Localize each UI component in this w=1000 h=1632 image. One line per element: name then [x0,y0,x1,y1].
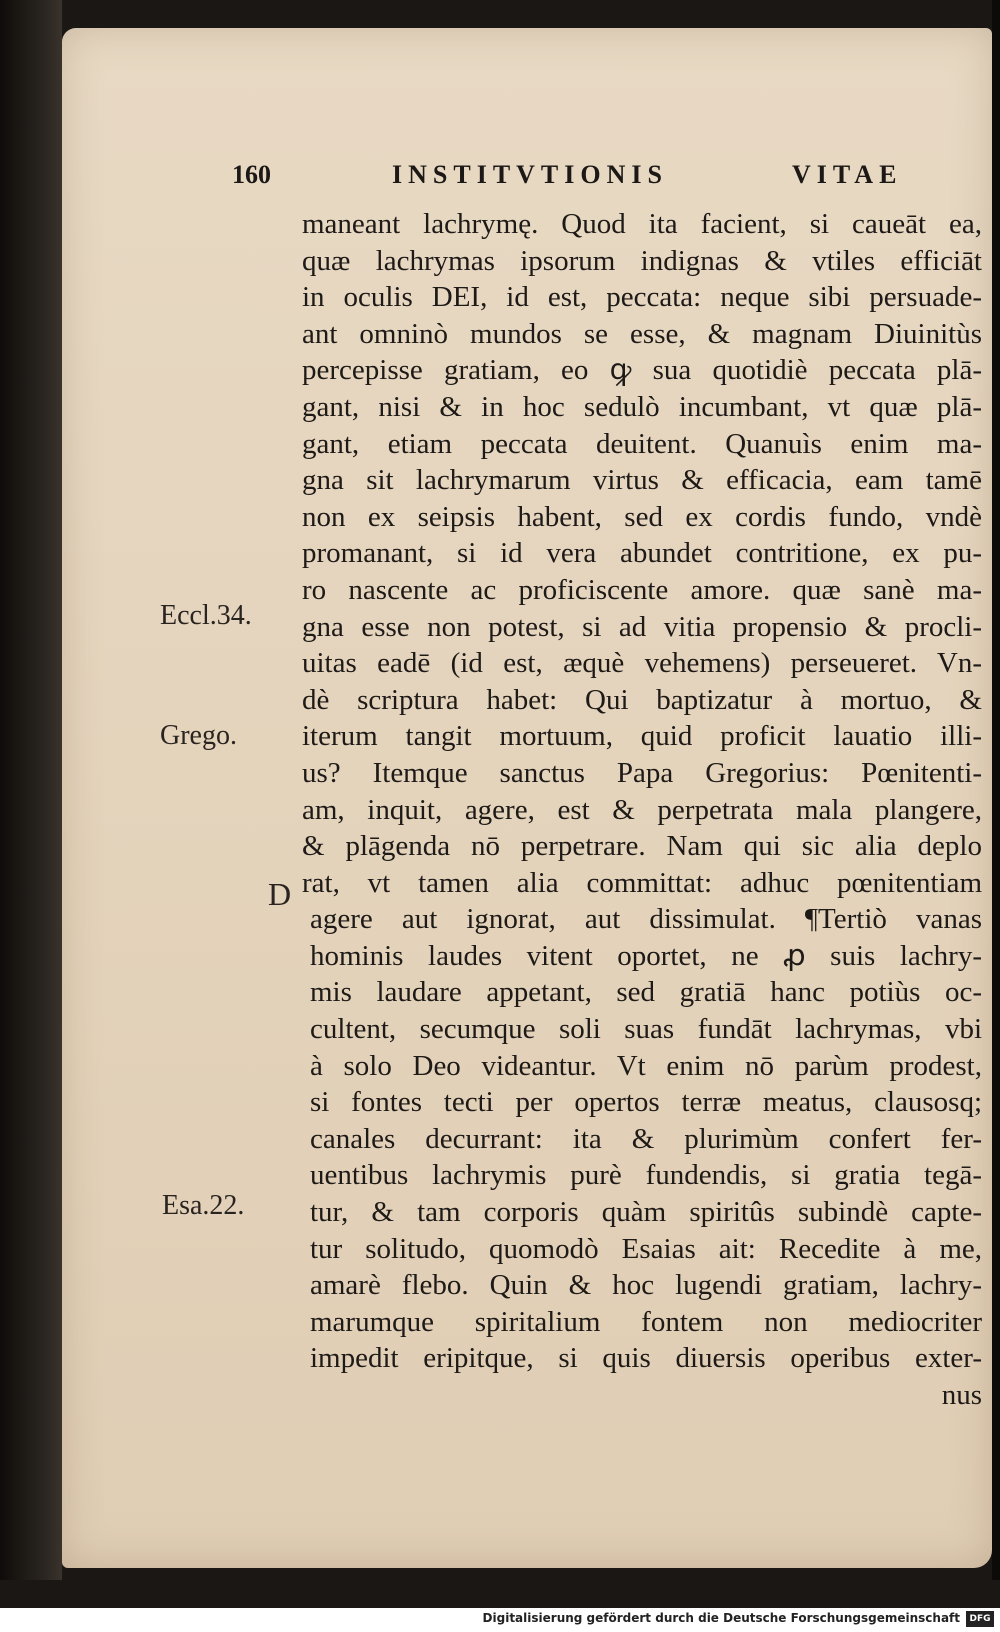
text-line: tur solitudo, quomodò Esaias ait: Recedite à me, [310,1232,982,1265]
text-line: us? Itemque sanctus Papa Gregorius: Pœnitenti- [302,756,982,789]
text-line: ant omninò mundos se esse, & magnam Diuinitùs [302,317,982,350]
text-line: amarè flebo. Quin & hoc lugendi gratiam, lachry- [310,1269,982,1302]
text-line: mis laudare appetant, sed gratiā hanc potiùs oc- [310,976,982,1009]
text-line: tur, & tam corporis quàm spiritûs subindè capte- [310,1196,982,1229]
text-line: cultent, secumque soli suas fundāt lachrymas, vbi [310,1013,982,1046]
text-line: si fontes tecti per opertos terræ meatus, clausosq; [310,1086,982,1119]
text-line: & plāgenda nō perpetrare. Nam qui sic alia deplo [302,830,982,863]
text-line: ro nascente ac proficiscente amore. quæ sanè ma- [302,573,982,606]
digitization-credit: Digitalisierung gefördert durch die Deutsche Forschungsgemeinschaft [482,1611,960,1625]
text-line: gant, nisi & in hoc sedulò incumbant, vt quæ plā- [302,390,982,423]
dfg-logo: DFG [966,1611,994,1627]
running-head [232,160,912,200]
text-line: promanant, si id vera abundet contritione, ex pu- [302,537,982,570]
text-line: in oculis DEI, id est, peccata: neque sibi persuade- [302,281,982,314]
text-line: uentibus lachrymis purè fundendis, si gratia tegā- [310,1159,982,1192]
body-text [302,206,982,1414]
text-line: am, inquit, agere, est & perpetrata mala plangere, [302,793,982,826]
running-title-part-2: VITAE [792,160,903,189]
text-line: impedit eripitque, si quis diuersis operibus exter- [310,1342,982,1375]
text-line: nus [941,1379,982,1411]
text-line: percepisse gratiam, eo ꝙ sua quotidiè peccata plā- [302,354,982,387]
scan-edge-right [992,0,1000,1580]
text-line: non ex seipsis habent, sed ex cordis fundo, vndè [302,500,982,533]
text-line: dè scriptura habet: Qui baptizatur à mortuo, & [302,683,982,716]
footer-bar [0,1608,1000,1632]
text-line: quæ lachrymas ipsorum indignas & vtiles efficiāt [302,244,982,277]
text-line: gna esse non potest, si ad vitia propensio & procli- [302,610,982,643]
text-line: à solo Deo videantur. Vt enim nō parùm prodest, [310,1049,982,1082]
text-line: uitas eadē (id est, æquè vehemens) perseueret. Vn- [302,647,982,680]
text-line: canales decurrant: ita & plurimùm confert fer- [310,1122,982,1155]
text-line: maneant lachrymę. Quod ita facient, si caueāt ea, [302,208,982,240]
text-line: agere aut ignorat, aut dissimulat. ¶Tertiò vanas [310,903,982,936]
text-line: iterum tangit mortuum, quid proficit lauatio illi- [302,720,982,753]
text-line: gna sit lachrymarum virtus & efficacia, eam tamē [302,464,982,497]
margin-note-eccl: Eccl.34. [160,600,252,631]
margin-note-esa: Esa.22. [162,1190,245,1221]
section-letter: D [268,876,292,912]
text-line: hominis laudes vitent oportet, ne ꝓ suis lachry- [310,939,982,972]
margin-note-grego: Grego. [160,720,237,751]
text-line: gant, etiam peccata deuitent. Quanuìs enim ma- [302,427,982,460]
text-line: rat, vt tamen alia committat: adhuc pœnitentiam [302,866,982,899]
running-title-part-1: INSTITVTIONIS [392,160,668,189]
text-line: marumque spiritalium fontem non mediocriter [310,1305,982,1338]
page-number: 160 [232,160,271,189]
scan-edge-left [0,0,62,1580]
